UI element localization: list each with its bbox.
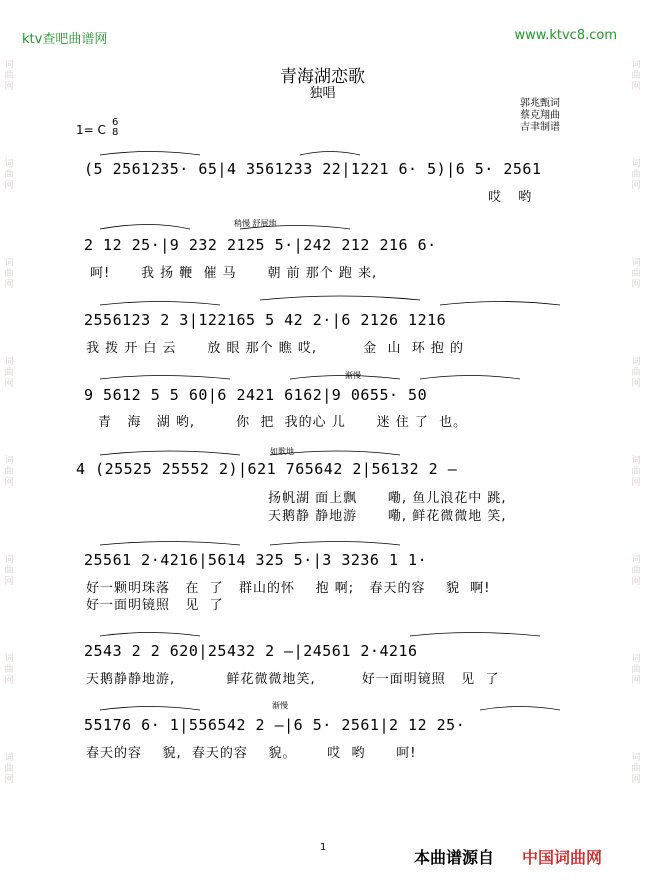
staff-line-4: 9 5612 5 5 60|6 2421 6162|9 0655· 50 [84, 386, 428, 404]
staff-line-5: 4 (25525 25552 2)|621 765642 2|56132 2 – [76, 460, 458, 478]
lyric-line-2: 呵! 我 扬 鞭 催 马 朝 前 那个 跑 来, [90, 266, 378, 281]
key-signature: 1= C [76, 123, 106, 137]
expression-mark: 渐慢 [345, 371, 361, 380]
footer-source-label: 本曲谱源自 [414, 848, 495, 867]
lyricist: 郭兆甄词 [520, 98, 560, 109]
lyric-line-8: 春天的容 貌, 春天的容 貌。 哎 哟 呵! [86, 746, 417, 761]
watermark-left: 词 曲 网 词 曲 网 词 曲 网 词 曲 网 词 曲 网 词 曲 网 词 曲 网 词 曲 网 [4, 60, 14, 785]
lyric-line-6a: 好一颗明珠落 在 了 群山的怀 抱 啊; 春天的容 貌 啊! [86, 581, 491, 596]
time-top: 6 [112, 117, 119, 128]
footer-source-name[interactable]: 中国词曲网 [522, 848, 603, 867]
staff-line-3: 2556123 2 3|122165 5 42 2·|6 2126 1216 [84, 311, 447, 329]
staff-line-6: 25561 2·4216|5614 325 5·|3 3236 1 1· [84, 551, 428, 569]
page-number: 1 [320, 842, 327, 853]
lyric-line-5a: 扬帆湖 面上飘 嘞, 鱼儿浪花中 跳, [268, 491, 507, 506]
expression-mark: 如歌地 [270, 447, 294, 456]
expression-mark: 稍慢 舒展地 [234, 219, 277, 228]
watermark-right: 词 曲 网 词 曲 网 词 曲 网 词 曲 网 词 曲 网 词 曲 网 词 曲 网 词 曲 网 [631, 60, 641, 785]
lyric-line-5b: 天鹅静 静地游 嘞, 鲜花微微地 笑, [268, 509, 507, 524]
site-name-left[interactable]: ktv查吧曲谱网 [22, 32, 108, 47]
transcriber: 吉聿制谱 [520, 122, 560, 133]
lyric-line-6b: 好一面明镜照 见 了 [86, 598, 224, 613]
song-title: 青海湖恋歌 [280, 67, 365, 87]
time-bottom: 8 [112, 127, 119, 138]
staff-line-2: 2 12 25·|9 232 2125 5·|242 212 216 6· [84, 236, 437, 254]
lyric-line-3: 我 拨 开 白 云 放 眼 那个 瞧 哎, 金 山 环 抱 的 [86, 341, 464, 356]
staff-line-8: 55176 6· 1|556542 2 –|6 5· 2561|2 12 25· [84, 716, 466, 734]
staff-line-7: 2543 2 2 620|25432 2 –|24561 2·4216 [84, 642, 418, 660]
staff-line-1: (5 2561235· 65|4 3561233 22|1221 6· 5)|6 5· 2561 [84, 160, 542, 178]
site-url-right[interactable]: www.ktvc8.com [514, 28, 617, 43]
lyric-line-4: 青 海 湖 哟, 你 把 我的心 儿 迷 住 了 也。 [98, 415, 468, 430]
song-subtitle: 独唱 [309, 86, 336, 101]
lyric-line-7: 天鹅静静地游, 鲜花微微地笑, 好一面明镜照 见 了 [86, 672, 500, 687]
lyric-line-1: 哎 哟 [488, 190, 535, 205]
expression-mark: 渐慢 [272, 701, 288, 710]
composer: 蔡克翔曲 [520, 110, 560, 121]
